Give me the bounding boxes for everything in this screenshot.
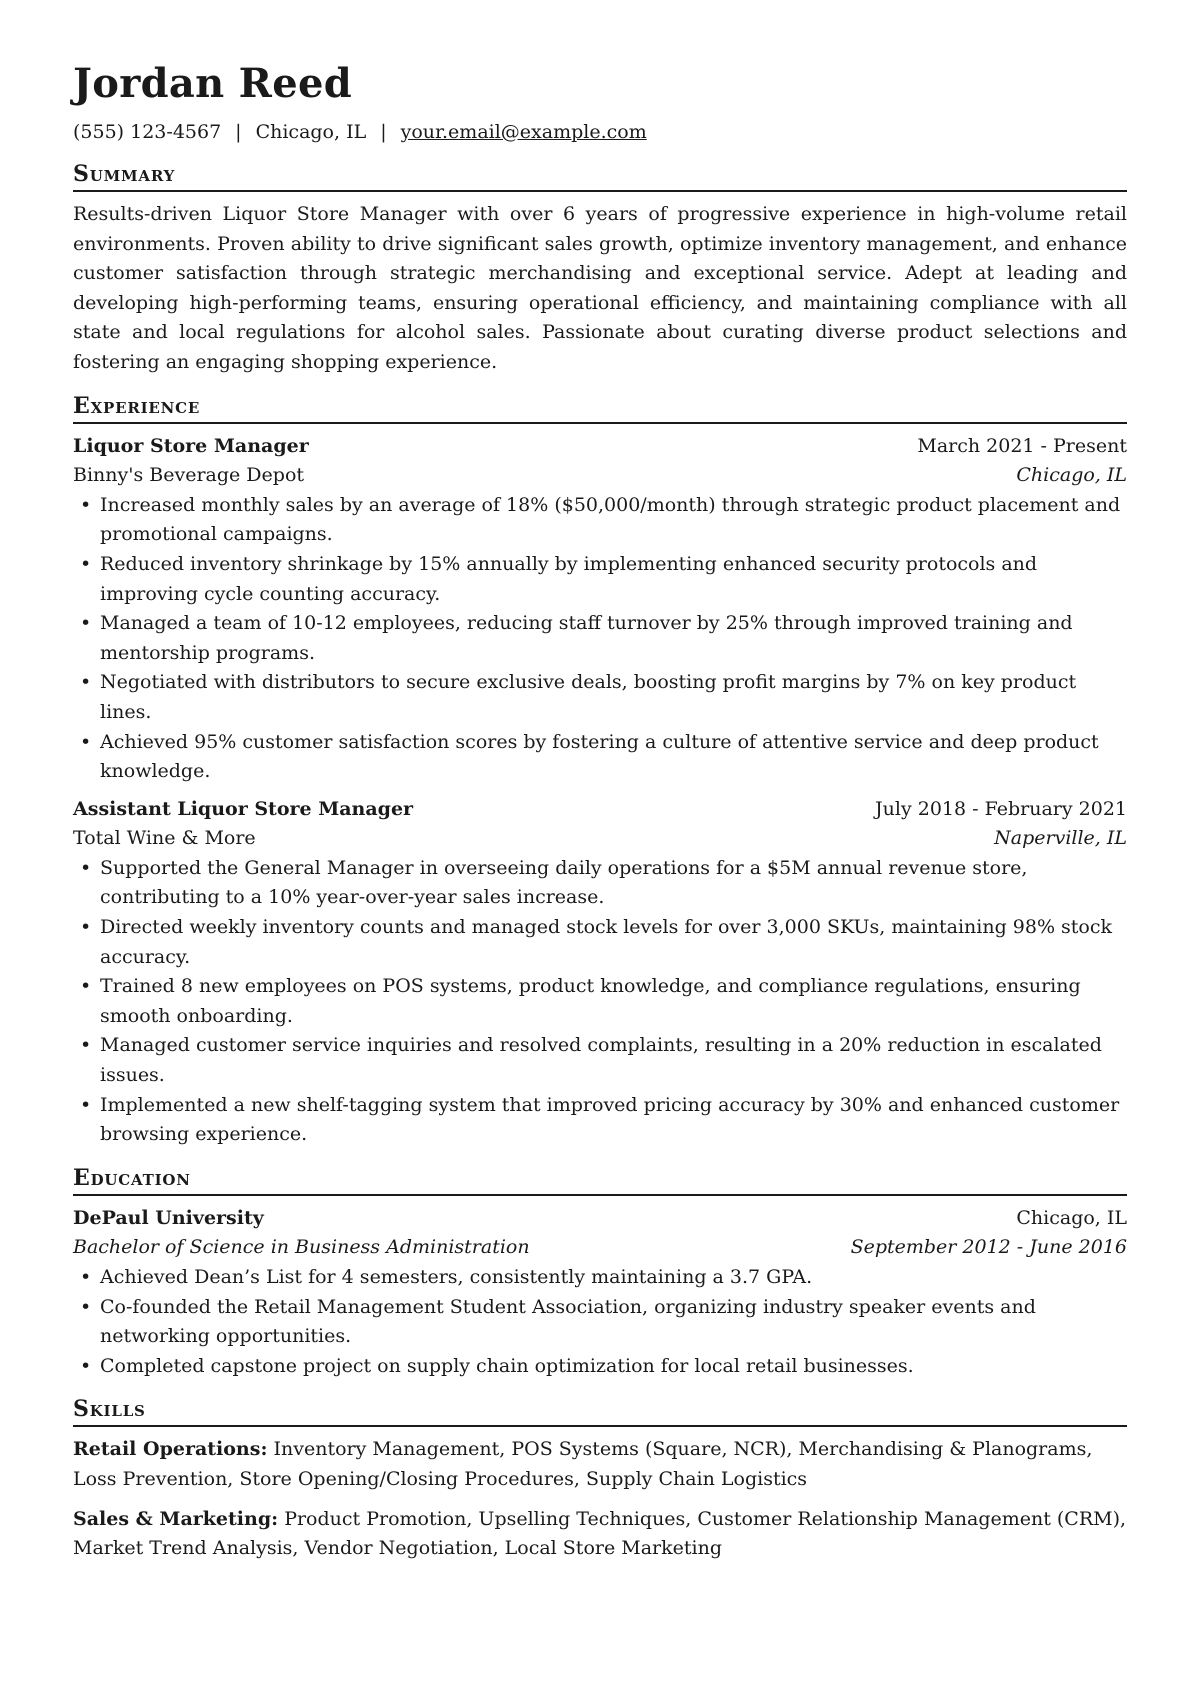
- job-location: Chicago, IL: [1016, 464, 1127, 487]
- bullet-icon: •: [80, 671, 92, 694]
- education-bullets: [73, 1263, 1127, 1381]
- list-item: [73, 1263, 1127, 1293]
- job-location: Naperville, IL: [994, 827, 1127, 850]
- skill-group: [73, 1505, 1127, 1564]
- section-title-experience: Experience: [73, 392, 1127, 424]
- bullet-icon: •: [80, 1266, 92, 1288]
- education-dates: September 2012 - June 2016: [850, 1236, 1127, 1259]
- section-title-education: Education: [73, 1164, 1127, 1196]
- bullet-text: Negotiated with distributors to secure exclusive deals, boosting profit margins by 7% on key product lines.: [100, 671, 1077, 723]
- email-link[interactable]: your.email@example.com: [400, 121, 647, 143]
- job-entry: [73, 795, 1127, 1150]
- list-item: [73, 1293, 1127, 1352]
- company-name: Binny's Beverage Depot: [73, 464, 305, 487]
- bullet-icon: •: [80, 493, 92, 516]
- education-section: [73, 1164, 1127, 1382]
- bullet-text: Co-founded the Retail Management Student Association, organizing industry speaker events and networking opportunities.: [100, 1295, 1036, 1348]
- bullet-text: Achieved 95% customer satisfaction scores by fostering a culture of attentive service and deep product knowledge.: [100, 730, 1099, 783]
- list-item: [73, 972, 1127, 1031]
- list-item: [73, 854, 1127, 913]
- list-item: [73, 728, 1127, 787]
- list-item: [73, 1091, 1127, 1150]
- bullet-text: Completed capstone project on supply chain optimization for local retail businesses.: [100, 1354, 914, 1377]
- experience-section: [73, 392, 1127, 1150]
- contact-line: [73, 118, 1127, 146]
- candidate-name: Jordan Reed: [73, 60, 352, 107]
- list-item: [73, 491, 1127, 550]
- job-title: Liquor Store Manager: [73, 434, 309, 457]
- bullet-icon: •: [80, 1295, 92, 1318]
- bullet-text: Managed customer service inquiries and resolved complaints, resulting in a 20% reduction in escalated issues.: [100, 1034, 1102, 1087]
- skill-group-items: Product Promotion, Upselling Techniques, Customer Relationship Management (CRM), Market Trend Analysis, Vendor Negotiation, Local Store Marketing: [73, 1507, 1127, 1560]
- bullet-icon: •: [80, 1093, 92, 1116]
- bullet-icon: •: [80, 975, 92, 998]
- school-name: DePaul University: [73, 1206, 264, 1229]
- summary-text: Results-driven Liquor Store Manager with over 6 years of progressive experience in high-volume retail environments. Proven ability to drive significant sales growth, optimize inventory management, and enhance customer satisfaction through strategic merchandising and exceptional service. Adept at leading and developing high-performing teams, ensuring operational efficiency, and maintaining compliance with all state and local regulations for alcohol sales. Passionate about curating diverse product selections and fostering an engaging shopping experience.: [73, 203, 1127, 373]
- summary-section: [73, 160, 1127, 378]
- school-location: Chicago, IL: [1016, 1206, 1127, 1229]
- skills-section: [73, 1395, 1127, 1563]
- bullet-text: Supported the General Manager in overseeing daily operations for a $5M annual revenue store, contributing to a 10% year-over-year sales increase.: [100, 856, 1028, 909]
- skill-group-items: Inventory Management, POS Systems (Square, NCR), Merchandising & Planograms, Loss Prevention, Store Opening/Closing Procedures, Supply Chain Logistics: [73, 1438, 1093, 1490]
- contact-separator: |: [380, 121, 387, 143]
- resume-page: [73, 58, 1127, 1564]
- job-dates: March 2021 - Present: [917, 434, 1127, 457]
- bullet-text: Managed a team of 10-12 employees, reducing staff turnover by 25% through improved training and mentorship programs.: [100, 612, 1073, 664]
- education-entry: [73, 1204, 1127, 1382]
- skill-group: [73, 1435, 1127, 1494]
- bullet-icon: •: [80, 612, 92, 635]
- bullet-text: Implemented a new shelf-tagging system that improved pricing accuracy by 30% and enhanced customer browsing experience.: [100, 1093, 1120, 1146]
- bullet-icon: •: [80, 916, 92, 939]
- bullet-text: Directed weekly inventory counts and managed stock levels for over 3,000 SKUs, maintaining 98% stock accuracy.: [100, 916, 1113, 968]
- bullet-text: Trained 8 new employees on POS systems, product knowledge, and compliance regulations, ensuring smooth onboarding.: [100, 975, 1081, 1027]
- section-title-summary: Summary: [73, 160, 1127, 192]
- company-name: Total Wine & More: [73, 827, 256, 850]
- job-bullets: [73, 854, 1127, 1150]
- list-item: [73, 609, 1127, 668]
- bullet-icon: •: [80, 1354, 92, 1377]
- bullet-icon: •: [80, 552, 92, 575]
- bullet-icon: •: [80, 856, 92, 879]
- section-title-skills: Skills: [73, 1395, 1127, 1427]
- degree-name: Bachelor of Science in Business Administration: [73, 1236, 530, 1259]
- bullet-text: Achieved Dean’s List for 4 semesters, consistently maintaining a 3.7 GPA.: [100, 1266, 813, 1288]
- bullet-text: Increased monthly sales by an average of 18% ($50,000/month) through strategic product placement and promotional campaigns.: [100, 493, 1121, 546]
- job-entry: [73, 432, 1127, 787]
- skill-group-label: Sales & Marketing:: [73, 1507, 279, 1530]
- job-bullets: [73, 491, 1127, 787]
- bullet-icon: •: [80, 730, 92, 753]
- list-item: [73, 913, 1127, 972]
- phone-number: (555) 123-4567: [73, 121, 222, 143]
- list-item: [73, 550, 1127, 609]
- location: Chicago, IL: [255, 121, 367, 143]
- list-item: [73, 1031, 1127, 1090]
- list-item: [73, 1352, 1127, 1382]
- job-dates: July 2018 - February 2021: [875, 797, 1127, 820]
- contact-separator: |: [235, 121, 242, 143]
- list-item: [73, 668, 1127, 727]
- bullet-icon: •: [80, 1034, 92, 1057]
- bullet-text: Reduced inventory shrinkage by 15% annually by implementing enhanced security protocols and improving cycle counting accuracy.: [100, 552, 1038, 605]
- skill-group-label: Retail Operations:: [73, 1438, 268, 1461]
- job-title: Assistant Liquor Store Manager: [73, 797, 414, 820]
